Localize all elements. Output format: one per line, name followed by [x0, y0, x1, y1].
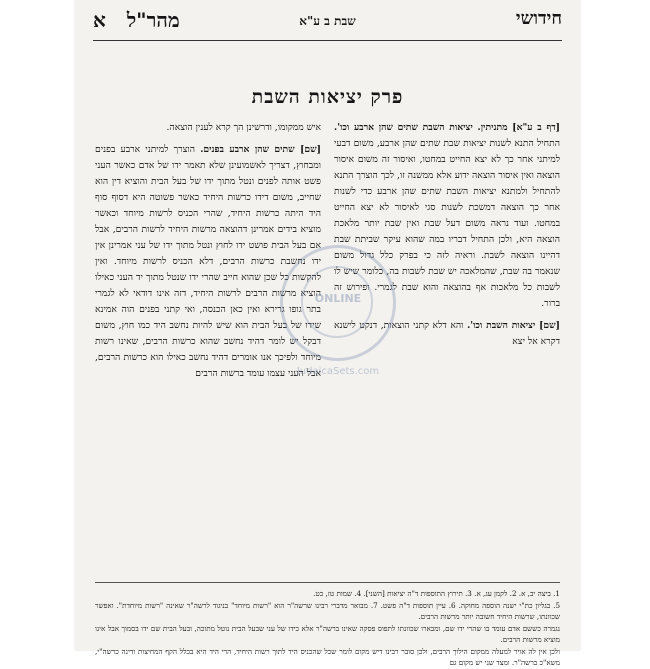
text-column-left — [95, 120, 321, 388]
running-head-title-right: חידושי — [515, 8, 562, 29]
book-page — [75, 0, 580, 667]
footnote-line: ולכן אין לה אויר למעלה ממקום הילוך הרבים, ולכן סובר רבינו דיש מקום לומר שכל שהכניס היד לתוך רשות היחיד, הרי היד היא בכלל הקף המחיצות ודינה כרשה"י, משא"כ ברשה"ר. ומצד שני יש מקום גם — [95, 646, 560, 667]
paragraph-text: הוצרך למיתני ארבע בפנים ומבחוץ, דצריך לאשמועינן שלא תאמר ידו של אדם כאשר העני פשט אותה לפנים ונטל מתוך ידו של בעל הבית והוציא דין הוא שחייב, משום דידו כרשות היחיד כאשר פשוטה היא דסוף סוף היד היתה כרשות היחיד, שהרי הכניס לרשות מיוחד וכאשר מוציא בידים אמרינן דהוצאה מרשות היחיד לרשות הרבים, אבל אם בעל הבית פושט ידו לחוץ ונטל מתוך ידו של עני אמרינן אין ידו נחשבת כרשות הרבים, דלא הכניס לרשות מיוחד. ואין להקשות כל שכן שהוא חייב שהרי ידו שנטל מתוך יד העני כאילו הוציא מרשות הרבים לרשות היחיד, דזה אינו דודאי לא לגמרי בתר גופו גרירא ואין כאן הכנסה, ואי קתני בפנים הוה אמינא שידו של בעל הבית הוא שיש להיות נחשב היד כמו חוץ, משום דבקל יש לומר דהיד נחשב שהוא כרשות הרבים, שאינו רשות מיוחד ולפיכך אנו אומרים דהיד נחשב כאילו הוא כרשות הרבים, אבל העני עצמו עומד ברשות הרבים — [95, 144, 321, 379]
paragraph-lead: [שם] שתים שהן ארבע בפנים. — [200, 144, 321, 155]
paragraph — [95, 142, 321, 382]
page-folio: א — [93, 8, 106, 32]
paragraph-text: התחיל התנא לשנות יציאות שבת שתים שהן ארבע, משום דבעי למיתני אחר כך לא יצא החייט במחטו, ואיסור זה משום איסור הוצאה ואין איסור הוצאה ידוע אלא ממשנה זו, לכך הוצרך התנא להתחיל ולמתנא יציאות השבת שתים שהן ארבע כדי לשנות אחר כך הוצאה דמשכת לשנות סגי לאיסור לא יצא החייט במחטו. ועוד נראה משום דעל שבת ואין שבת יותר מלאכת הוצאה היא, ולכן התחיל דבריו במה שהוא עיקר שביתת שבת דהיינו הוצאה לשבת. וראיה לזה כי בפרק כלל גדול משום שנאמר בה שבת, שהמלאכה יש שבת לשבות בה, כלומר שיש לו לשבות כל מלאכות אף בהוצאה והוא שבת לגמרי. ופירוש זה ברור. — [334, 138, 560, 309]
paragraph-lead: [דף ב ע"א] מתניתין. יציאות השבת שתים שהן ארבע וכו'. — [334, 122, 560, 133]
paragraph-lead: [שם] יציאות השבת וכו'. — [467, 320, 560, 331]
footnote-line: 1. ביצה יב, א. 2. לקמן עג, א. 3. תירוץ התוספות ד"ה יציאות [השני]. 4. שמות טז, כט. — [313, 589, 560, 598]
paragraph-text: איש ממקומו, ודרשינן הך קרא לענין הוצאה. — [166, 122, 321, 133]
footnote-rule — [95, 582, 560, 583]
footnote-line: נגמרה כששם אדם עומד בו שהרי ידו שם, ומבארו שכוונתו לתפוס פסקה שאינו ברשה"ר אלא כידו של עני שבעל הבית נוטל מתוכה, ובעל הבית שם ידו בסמוך אבל אינו מוציא מרשות הרבים. — [95, 623, 560, 644]
paragraph — [95, 120, 321, 136]
paragraph-text: והא דלא קתני הוצאות, דנקט לישנא דקרא אל יצא — [334, 320, 560, 347]
running-head-title-left — [93, 8, 180, 33]
running-head-author: מהר"ל — [126, 8, 180, 32]
header-rule — [93, 40, 562, 41]
chapter-title: פרק יציאות השבת — [251, 86, 404, 108]
running-head — [93, 8, 562, 38]
footnote-line: 5. בגליון כת"י ישנה הוספה מחוקה. 6. עיין תוספות ד"ה פשט. 7. מבואר מדברי רבינו שרשה"ר הוא "רשות מיוחד" בניגוד לרשה"ר שאינה "רשות מיוחדת". ואפשר שכוונתו, שרשות היחיד חשובה יותר מרשות הרבים. — [95, 600, 561, 621]
running-head-tractate: שבת ב ע"א — [299, 14, 356, 28]
watermark-seal — [280, 245, 396, 377]
footnotes — [95, 588, 560, 669]
watermark-text: ONLINE — [314, 292, 362, 305]
watermark-site: JudaicaSets.com — [296, 366, 380, 377]
